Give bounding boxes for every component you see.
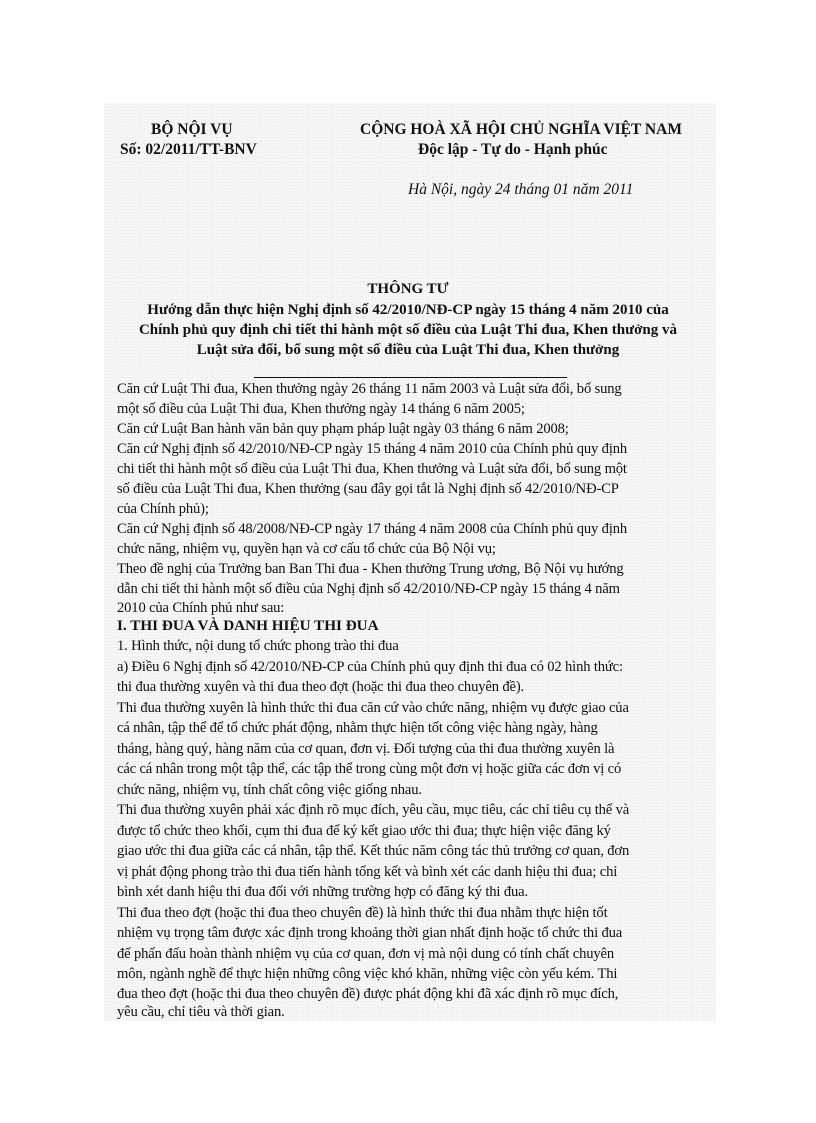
preamble-line: 2010 của Chính phủ như sau:	[117, 600, 285, 616]
title-divider	[254, 377, 567, 378]
content-line: được tổ chức theo khối, cụm thi đua để ký kết giao ước thi đua; thực hiện việc đăng ký	[117, 823, 611, 839]
national-motto: Độc lập - Tự do - Hạnh phúc	[418, 141, 608, 158]
preamble-line: Căn cứ Nghị định số 42/2010/NĐ-CP ngày 15 tháng 4 năm 2010 của Chính phủ quy định	[117, 441, 628, 457]
content-line: Thi đua thường xuyên phải xác định rõ mục đích, yêu cầu, mục tiêu, các chỉ tiêu cụ thể và	[117, 802, 630, 818]
content-line: Thi đua theo đợt (hoặc thi đua theo chuyên đề) là hình thức thi đua nhằm thực hiện tốt	[117, 905, 608, 921]
content-line: thi đua thường xuyên và thi đua theo đợt (hoặc thi đua theo chuyên đề).	[117, 679, 525, 695]
content-line: tháng, hàng quý, hàng năm của cơ quan, đơn vị. Đối tượng của thi đua thường xuyên là	[117, 741, 615, 757]
preamble-line: dẫn chi tiết thi hành một số điều của Nghị định số 42/2010/NĐ-CP ngày 15 tháng 4 năm	[117, 581, 620, 597]
content-line: bình xét danh hiệu thi đua đối với những trường hợp có đăng ký thi đua.	[117, 884, 528, 900]
content-line: các cá nhân trong một tập thể, các tập thể trong cùng một đơn vị hoặc giữa các đơn vị có	[117, 761, 622, 777]
preamble-line: Theo đề nghị của Trưởng ban Ban Thi đua - Khen thưởng Trung ương, Bộ Nội vụ hướng	[117, 561, 624, 577]
preamble-line: chức năng, nhiệm vụ, quyền hạn và cơ cấu tổ chức của Bộ Nội vụ;	[117, 541, 496, 557]
section-heading: I. THI ĐUA VÀ DANH HIỆU THI ĐUA	[117, 617, 379, 634]
content-line: 1. Hình thức, nội dung tổ chức phong trào thi đua	[117, 638, 399, 654]
content-line: cá nhân, tập thể để tổ chức phát động, nhằm thực hiện tốt công việc hàng ngày, hàng	[117, 720, 598, 736]
content-line: nhiệm vụ trọng tâm được xác định trong khoảng thời gian nhất định hoặc tổ chức thi đua	[117, 925, 623, 941]
content-line: giao ước thi đua giữa các cá nhân, tập thể. Kết thúc năm công tác thủ trưởng cơ quan, đơn	[117, 843, 630, 859]
content-line: chức năng, nhiệm vụ, tính chất công việc giống nhau.	[117, 782, 422, 798]
subtitle-line: Luật sửa đổi, bổ sung một số điều của Luật Thi đua, Khen thưởng	[196, 342, 620, 358]
preamble-line: chi tiết thi hành một số điều của Luật Thi đua, Khen thưởng và Luật sửa đổi, bổ sung một	[117, 461, 627, 477]
content-line: Thi đua thường xuyên là hình thức thi đua căn cứ vào chức năng, nhiệm vụ được giao của	[117, 700, 629, 716]
preamble-line: của Chính phủ);	[117, 501, 209, 517]
preamble-line: Căn cứ Nghị định số 48/2008/NĐ-CP ngày 17 tháng 4 năm 2008 của Chính phủ quy định	[117, 521, 628, 537]
content-line: a) Điều 6 Nghị định số 42/2010/NĐ-CP của Chính phủ quy định thi đua có 02 hình thức:	[117, 659, 623, 675]
content-line: đua theo đợt (hoặc thi đua theo chuyên đề) được phát động khi đã xác định rõ mục đích,	[117, 986, 619, 1002]
content-line: yêu cầu, chỉ tiêu và thời gian.	[117, 1004, 285, 1020]
content-line: vị phát động phong trào thi đua tiến hành tổng kết và bình xét các danh hiệu thi đua; chỉ	[117, 864, 618, 880]
subtitle-line: Hướng dẫn thực hiện Nghị định số 42/2010/NĐ-CP ngày 15 tháng 4 năm 2010 của	[147, 302, 669, 318]
document-number: Số: 02/2011/TT-BNV	[120, 141, 257, 158]
content-line: môn, ngành nghề để thực hiện những công việc khó khăn, những việc còn yếu kém. Thi	[117, 966, 618, 982]
preamble-line: Căn cứ Luật Thi đua, Khen thưởng ngày 26 tháng 11 năm 2003 và Luật sửa đổi, bổ sung	[117, 381, 622, 397]
content-line: để phấn đấu hoàn thành nhiệm vụ của cơ quan, đơn vị mà nội dung có tính chất chuyên	[117, 946, 615, 962]
document-type: THÔNG TƯ	[367, 281, 449, 297]
subtitle-line: Chính phủ quy định chi tiết thi hành một số điều của Luật Thi đua, Khen thưởng và	[138, 322, 678, 338]
preamble-line: một số điều của Luật Thi đua, Khen thưởng ngày 14 tháng 6 năm 2005;	[117, 401, 525, 417]
preamble-line: Căn cứ Luật Ban hành văn bản quy phạm pháp luật ngày 03 tháng 6 năm 2008;	[117, 421, 569, 437]
country-name: CỘNG HOÀ XÃ HỘI CHỦ NGHĨA VIỆT NAM	[360, 121, 682, 138]
agency-name: BỘ NỘI VỤ	[151, 121, 233, 138]
place-and-date: Hà Nội, ngày 24 tháng 01 năm 2011	[408, 181, 634, 198]
preamble-line: số điều của Luật Thi đua, Khen thưởng (sau đây gọi tắt là Nghị định số 42/2010/NĐ-CP	[117, 481, 619, 497]
